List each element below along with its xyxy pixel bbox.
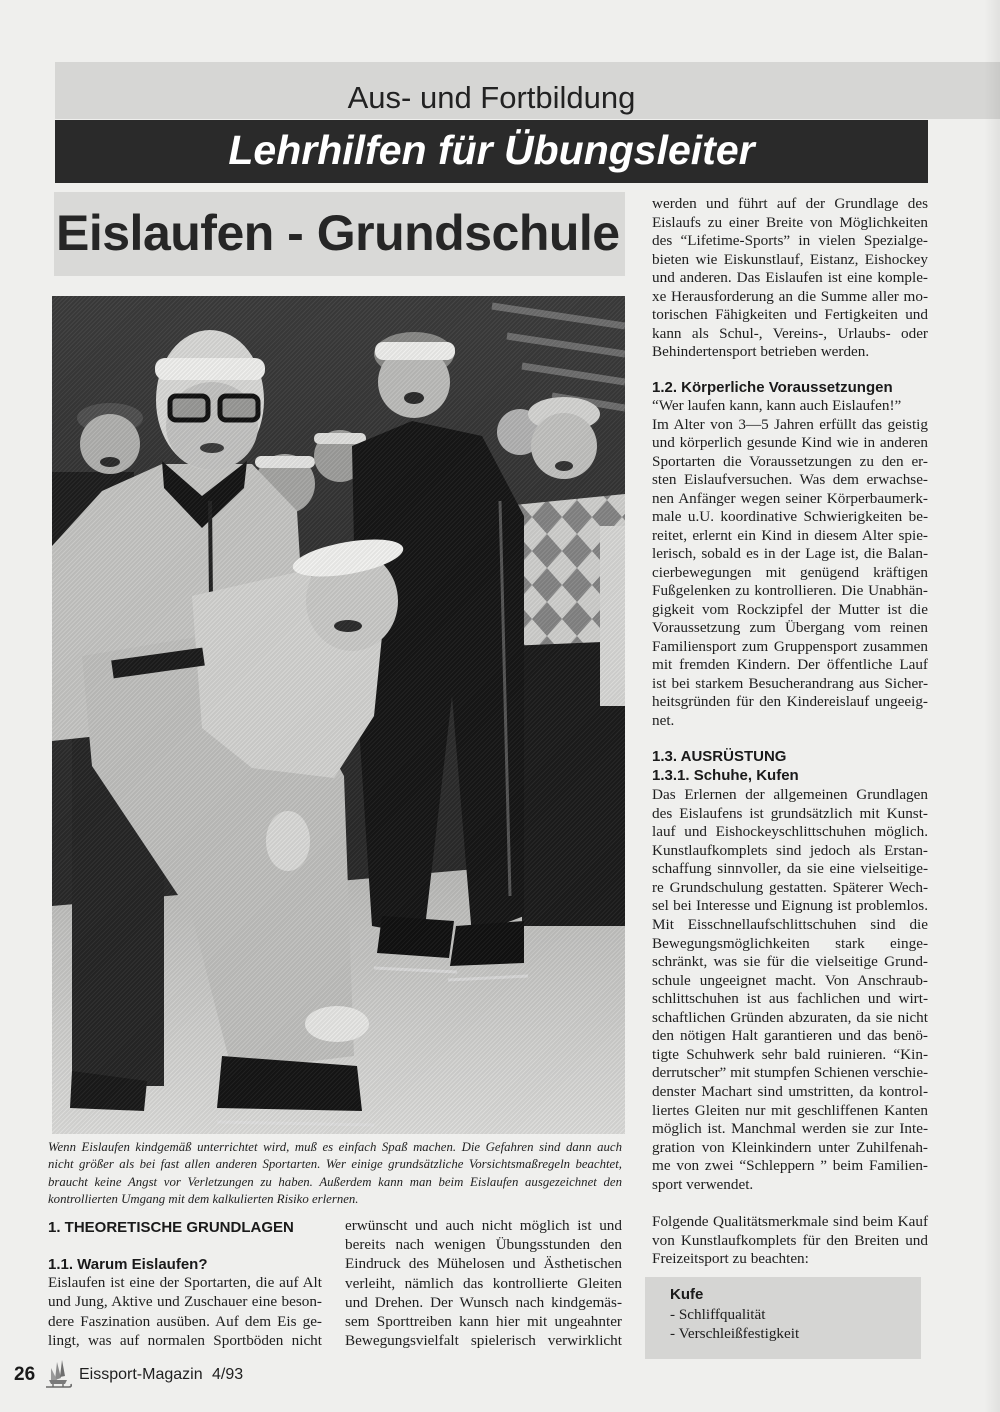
paragraph bbox=[652, 786, 928, 1194]
text-line: Eindruck des Mühelosen und Ästhetischen bbox=[345, 1255, 622, 1273]
text-line: male u.U. koordinative Schwierigkeiten be- bbox=[652, 508, 928, 525]
text-line: kontrollierten Umgang mit dem kalkulierten Risiko erlernen. bbox=[48, 1191, 359, 1206]
text-line: braucht keine Angst vor Verletzungen zu haben. Außerdem kann man beim Eislaufen ausgezeichnet den bbox=[48, 1174, 622, 1189]
text-line: und körperlich gesunde Kind wie in anderen bbox=[652, 434, 928, 451]
magazine-name: Eissport-Magazin bbox=[79, 1366, 203, 1383]
paragraph bbox=[652, 195, 928, 362]
text-line: Freizeitsport zu beachten: bbox=[652, 1250, 809, 1267]
text-line: möglich ist. Manchmal werden sie zur Inte- bbox=[652, 1120, 928, 1138]
article-photo bbox=[52, 296, 625, 1134]
paragraph bbox=[345, 1216, 622, 1350]
section-label: Aus- und Fortbildung bbox=[347, 80, 636, 115]
text-line: schaftlichen Gründen abzuraten, da sie nicht bbox=[652, 1008, 928, 1026]
text-line: net. bbox=[652, 711, 675, 729]
text-line: erwünscht und auch nicht möglich ist und bbox=[345, 1217, 622, 1234]
text-line: Wenn Eislaufen kindgemäß unterrichtet wird, muß es einfach Spaß machen. Die Gefahren sind dann auch bbox=[48, 1140, 622, 1154]
text-line: me von zwei “Schleppern ” beim Familien- bbox=[652, 1157, 928, 1175]
text-line: den nötigen Halt garantieren und das benö- bbox=[652, 1027, 928, 1045]
text-line: sten Eislaufversuchen. Was dem erwachse- bbox=[652, 471, 928, 488]
text-line: bereits nach wenigen Übungsstunden den bbox=[345, 1236, 622, 1254]
paragraph bbox=[652, 397, 928, 416]
text-line: schule ungeeignet macht. Von Anschraub- bbox=[652, 971, 928, 989]
article-title: Eislaufen - Grundschule bbox=[56, 205, 620, 261]
paragraph bbox=[652, 1213, 928, 1269]
text-line: liertes Gleiten nur mit geschliffenen Kanten bbox=[652, 1101, 928, 1119]
text-line: Eislaufs zu einer Breite von Möglichkeiten bbox=[652, 213, 928, 231]
text-line: sport verwendet. bbox=[652, 1175, 754, 1193]
text-line: Behindertensport betrieben werden. bbox=[652, 343, 870, 360]
text-line: Eislaufen ist eine der Sportarten, die auf Alt bbox=[48, 1274, 322, 1291]
text-line: schlittschuhen ist aus fachlichen und wirt- bbox=[652, 990, 928, 1008]
text-line: bieten wie Eiskunstlauf, Eistanz, Eishockey bbox=[652, 250, 928, 268]
paragraph bbox=[48, 1273, 322, 1350]
quality-box-title: Kufe bbox=[670, 1286, 704, 1303]
text-line: Fußgelenken zu kontrollieren. Die Unabhän- bbox=[652, 582, 928, 599]
section-heading: 1. THEORETISCHE GRUNDLAGEN bbox=[48, 1219, 294, 1236]
text-line: Bewegungsvielfalt spielerisch verwirklicht bbox=[345, 1332, 622, 1350]
text-line: dere Faszination ausüben. Auf dem Eis ge- bbox=[48, 1312, 322, 1330]
subheading: 1.1. Warum Eislaufen? bbox=[48, 1256, 208, 1273]
text-line: verleiht, nämlich das kontrollierte Gleiten bbox=[345, 1274, 622, 1292]
text-line: schränkt, was sie für die vielseitige Grund- bbox=[652, 953, 928, 971]
section-1-3-1-subheading: 1.3.1. Schuhe, Kufen bbox=[652, 767, 799, 784]
text-line: Familiensport zum Gruppensport zusammen bbox=[652, 637, 928, 655]
paragraph bbox=[652, 416, 928, 731]
text-line: “Wer laufen kann, kann auch Eislaufen!” bbox=[652, 397, 902, 414]
issue-number: 4/93 bbox=[212, 1366, 244, 1383]
text-line: ist bei starkem Besucherandrang aus Sicher- bbox=[652, 674, 928, 692]
text-line: nicht größer als bei fast allen anderen Sportarten. Wer einige grundsätzliche Vorsichtsmaßregeln beachtet, bbox=[48, 1157, 622, 1172]
paragraph bbox=[48, 1139, 622, 1208]
text-line: und Drehen. Der Wunsch nach kindgemäs- bbox=[345, 1293, 622, 1311]
text-line: lerisch, sobald es in der Lage ist, die Balan- bbox=[652, 545, 928, 562]
text-line: von Kunstlaufkomplets für den Breiten und bbox=[652, 1231, 928, 1249]
text-line: sel bei Interesse und Eignung ist problemlos. bbox=[652, 897, 928, 915]
quality-box-item: - Schliffqualität bbox=[670, 1306, 766, 1323]
text-line: nen Anfänger wegen seiner Körperbaumerk- bbox=[652, 489, 928, 507]
quality-box-item: - Verschleißfestigkeit bbox=[670, 1325, 800, 1342]
text-line: werden und führt auf der Grundlage des bbox=[652, 195, 928, 212]
text-line: Folgende Qualitätsmerkmale sind beim Kauf bbox=[652, 1213, 928, 1230]
page-number: 26 bbox=[14, 1364, 36, 1385]
photo-graphic bbox=[52, 296, 625, 1134]
text-line: gigkeit vom Rockzipfel der Mutter ist die bbox=[652, 600, 928, 618]
text-line: denster Machart sind umstritten, da kontrol- bbox=[652, 1083, 928, 1100]
text-line: gration von Kleinkindern unter Zuhilfenah- bbox=[652, 1138, 928, 1156]
text-line: und Jung, Aktive und Zuschauer eine beson- bbox=[48, 1293, 322, 1311]
right-column-intro bbox=[652, 195, 928, 362]
text-line: Das Erlernen der allgemeinen Grundlagen bbox=[652, 786, 928, 803]
text-line: derrutscher” mit stumpfen Schienen verschie- bbox=[652, 1064, 928, 1082]
text-line: schaffung sinnvoller, da sie eine vielseitige- bbox=[652, 860, 928, 878]
text-line: des “Lifetime-Sports” in vielen Spezialge- bbox=[652, 232, 928, 249]
text-line: torischen Fähigkeiten und Fertigkeiten und bbox=[652, 306, 928, 323]
text-line: Bewegungsmöglichkeiten stark einge- bbox=[652, 934, 928, 952]
text-line: cierbewegungen mit genügend kräftigen bbox=[652, 563, 928, 581]
text-line: Im Alter von 3—5 Jahren erfüllt das geistig bbox=[652, 415, 928, 433]
text-line: und anderen. Das Eislaufen ist eine komple- bbox=[652, 269, 928, 286]
photo-caption bbox=[48, 1139, 622, 1208]
text-line: des Eislaufens ist grundsätzlich mit Kunst- bbox=[652, 804, 928, 822]
text-line: tigte Schuhwerk sehr bald ruinieren. “Kin- bbox=[652, 1045, 928, 1063]
text-line: mit fremden Kindern. Der öffentliche Lauf bbox=[652, 656, 928, 673]
section-1-2-heading: 1.2. Körperliche Voraussetzungen bbox=[652, 379, 893, 396]
text-line: heitsgründen für den Kindereislauf ungeeig- bbox=[652, 693, 928, 710]
page-edge-shadow bbox=[984, 0, 1000, 1412]
text-line: sem Sporttreiben kann hier mit ungeahnter bbox=[345, 1313, 622, 1331]
text-line: kann als Schul-, Vereins-, Urlaubs- oder bbox=[652, 324, 928, 342]
banner-title: Lehrhilfen für Übungsleiter bbox=[228, 127, 755, 173]
section-1-2-body bbox=[652, 397, 928, 730]
text-line: reitet, erlernt ein Kind in diesem Alter spie- bbox=[652, 526, 928, 544]
text-line: lingt, was auf normalen Sportböden nicht bbox=[48, 1331, 322, 1349]
middle-column-body bbox=[345, 1216, 622, 1350]
section-1-3-heading: 1.3. AUSRÜSTUNG bbox=[652, 748, 787, 765]
text-line: Mit Eisschnellaufschlittschuhen sind die bbox=[652, 915, 928, 933]
text-line: Voraussetzung zum Übergang vom reinen bbox=[652, 619, 928, 636]
text-line: re Grundschulung gestatten. Späterer Wech- bbox=[652, 878, 928, 896]
text-line: Kunstlaufkomplets sind jedoch als Erstan- bbox=[652, 841, 928, 859]
section-1-3-1-body bbox=[652, 786, 928, 1194]
text-line: lauf und Eishockeyschlittschuhen möglich. bbox=[652, 823, 928, 841]
text-line: xe Herausforderung an die Summe aller mo- bbox=[652, 287, 928, 305]
text-line: Sportarten die Voraussetzungen zu den er- bbox=[652, 452, 928, 470]
left-column-body bbox=[48, 1273, 322, 1350]
skate-logo-icon bbox=[43, 1358, 73, 1392]
quality-intro bbox=[652, 1213, 928, 1269]
